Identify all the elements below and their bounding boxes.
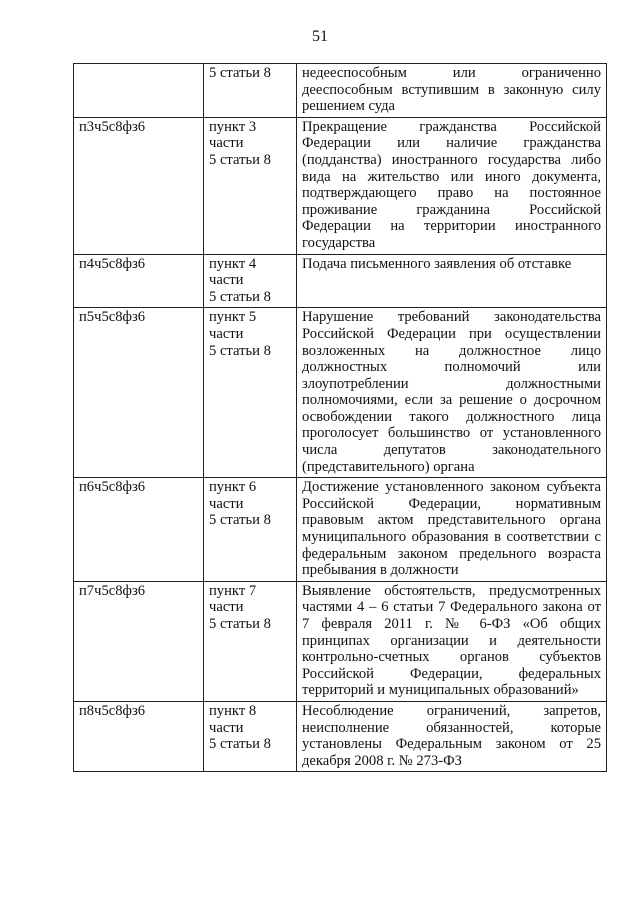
termination-grounds-table	[73, 63, 607, 772]
table-row	[74, 117, 607, 254]
description-cell: Выявление обстоятельств, предусмотренных частями 4 – 6 статьи 7 Федерального закона от 7 февраля 2011 г. № 6-ФЗ «Об общих принципах организации и деятельности контрольно-счетных органов субъектов Российской Федерации, федеральных территорий и муниципальных образований»	[297, 581, 607, 701]
code-cell: п5ч5с8фз6	[74, 308, 204, 478]
table-row	[74, 308, 607, 478]
description-cell: Нарушение требований законодательства Российской Федерации при осуществлении возложенных на должностное лицо должностных полномочий или злоупотреблении должностными полномочиями, если за решение о досрочном освобождении такого должностного лица проголосует большинство от установленного числа депутатов законодательного (представительного) органа	[297, 308, 607, 478]
reference-cell: пункт 6 части 5 статьи 8	[209, 479, 271, 529]
code-cell	[74, 64, 204, 118]
description-cell: Прекращение гражданства Российской Федерации или наличие гражданства (подданства) иностранного государства либо вида на жительство или иного документа, подтверждающего право на постоянное проживание гражданина Российской Федерации на территории иностранного государства	[297, 117, 607, 254]
description-cell: Несоблюдение ограничений, запретов, неисполнение обязанностей, которые установлены Федеральным законом от 25 декабря 2008 г. № 273-ФЗ	[297, 701, 607, 771]
reference-cell: пункт 7 части 5 статьи 8	[209, 582, 271, 632]
table-row	[74, 581, 607, 701]
reference-cell: пункт 8 части 5 статьи 8	[209, 702, 271, 753]
reference-cell: 5 статьи 8	[209, 65, 271, 81]
table-row	[74, 478, 607, 582]
code-cell: п3ч5с8фз6	[74, 117, 204, 254]
reference-cell: пункт 5 части 5 статьи 8	[209, 309, 271, 359]
table-row	[74, 64, 607, 118]
reference-cell: пункт 3 части 5 статьи 8	[209, 118, 271, 168]
description-cell: Достижение установленного законом субъекта Российской Федерации, нормативным правовым актом представительного органа муниципального образования в соответствии с федеральным законом предельного возраста пребывания в должности	[297, 478, 607, 582]
code-cell: п7ч5с8фз6	[74, 581, 204, 701]
code-cell: п8ч5с8фз6	[74, 701, 204, 771]
description-cell: Подача письменного заявления об отставке	[297, 254, 607, 308]
reference-cell: пункт 4 части 5 статьи 8	[209, 255, 271, 305]
page-number: 51	[312, 28, 328, 45]
code-cell: п6ч5с8фз6	[74, 478, 204, 582]
table-row	[74, 701, 607, 771]
code-cell: п4ч5с8фз6	[74, 254, 204, 308]
table-row	[74, 254, 607, 308]
description-cell: недееспособным или ограниченно дееспособным вступившим в законную силу решением суда	[297, 64, 607, 118]
